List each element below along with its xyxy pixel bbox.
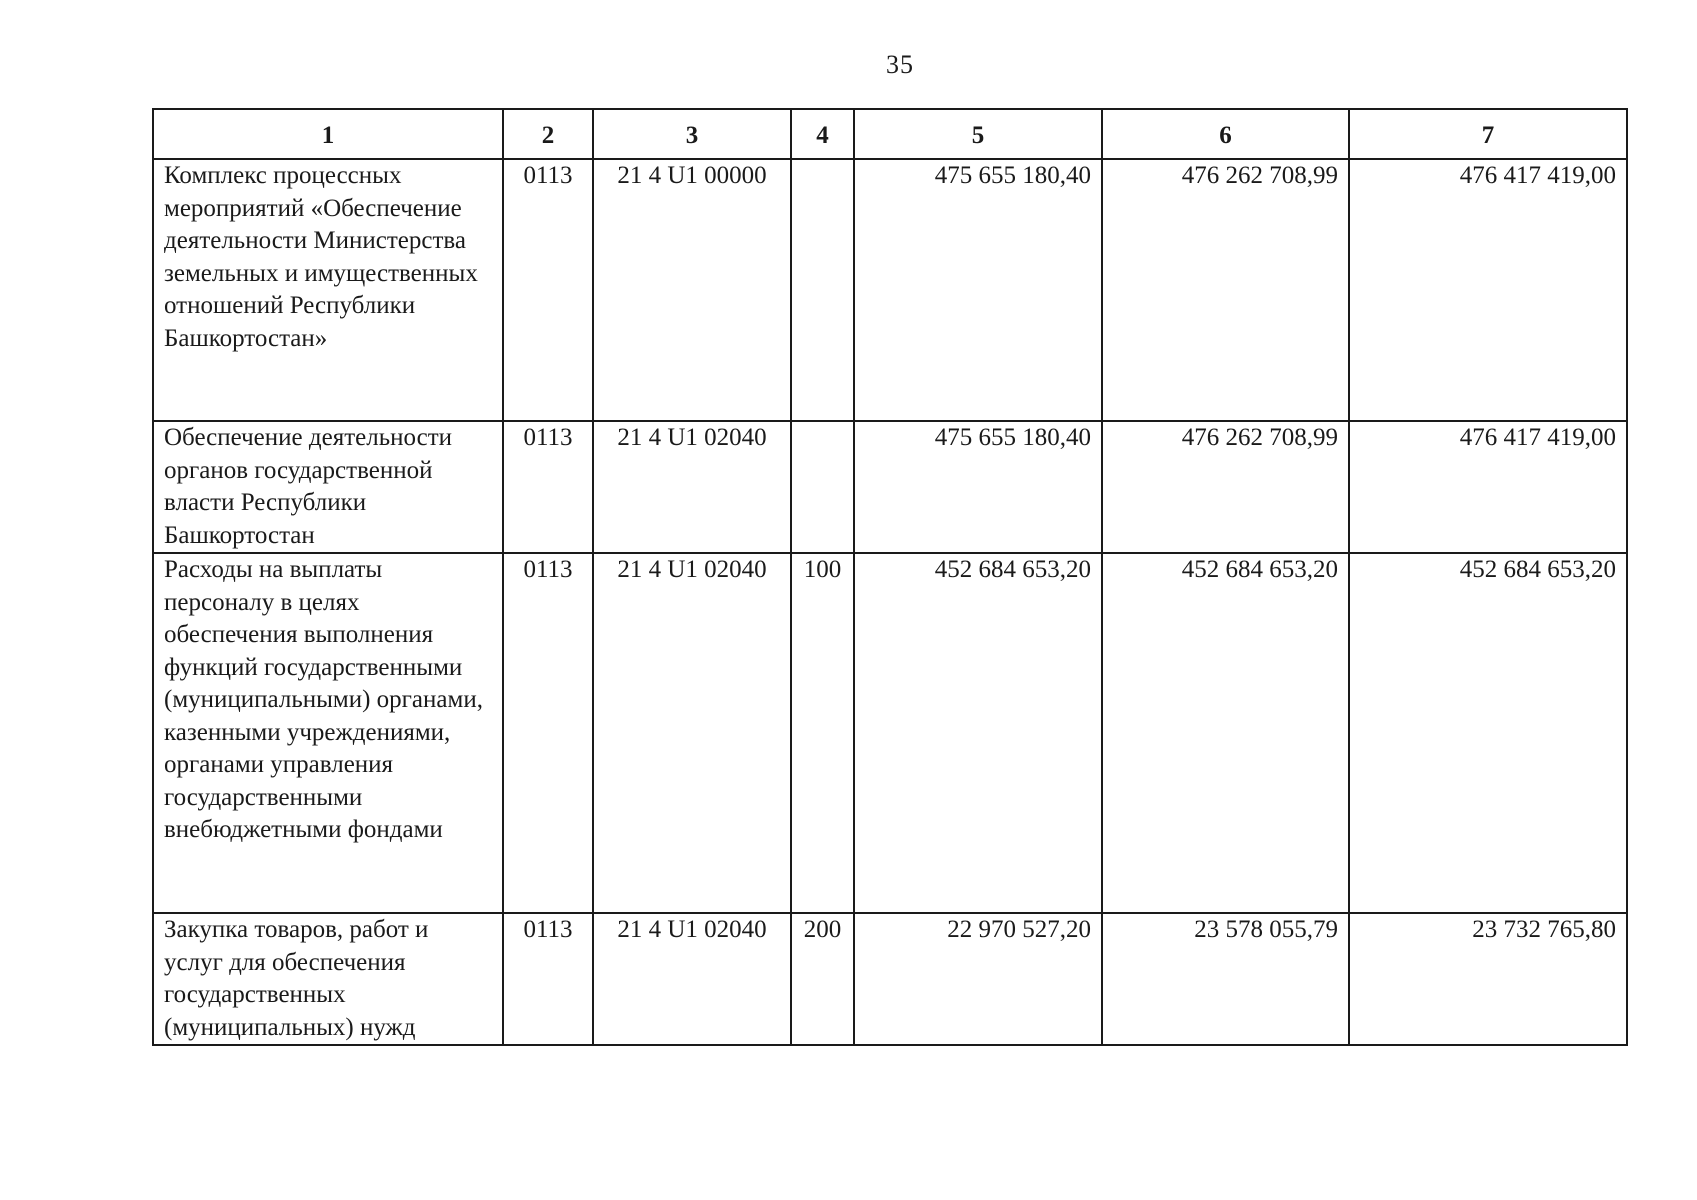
row-section: 0113 (503, 913, 593, 1045)
row-year1: 452 684 653,20 (854, 553, 1102, 913)
table-row (153, 159, 1627, 421)
header-col-6: 6 (1102, 109, 1349, 159)
budget-table (152, 108, 1628, 1046)
row-year1: 475 655 180,40 (854, 159, 1102, 421)
table-row (153, 553, 1627, 913)
row-name: Закупка товаров, работ и услуг для обеспечения государственных (муниципальных) нужд (153, 913, 503, 1045)
row-expense-type (791, 159, 854, 421)
row-year3: 452 684 653,20 (1349, 553, 1627, 913)
row-name: Обеспечение деятельности органов государственной власти Республики Башкортостан (153, 421, 503, 553)
header-col-3: 3 (593, 109, 791, 159)
header-row (153, 109, 1627, 159)
table-row (153, 421, 1627, 553)
row-section: 0113 (503, 159, 593, 421)
row-year2: 476 262 708,99 (1102, 421, 1349, 553)
header-col-2: 2 (503, 109, 593, 159)
row-target: 21 4 U1 02040 (593, 553, 791, 913)
row-target: 21 4 U1 02040 (593, 913, 791, 1045)
row-section: 0113 (503, 421, 593, 553)
row-year2: 23 578 055,79 (1102, 913, 1349, 1045)
budget-table-container (152, 108, 1626, 1046)
row-year2: 476 262 708,99 (1102, 159, 1349, 421)
header-col-4: 4 (791, 109, 854, 159)
page-number: 35 (886, 50, 914, 79)
row-year3: 476 417 419,00 (1349, 421, 1627, 553)
row-year1: 475 655 180,40 (854, 421, 1102, 553)
row-target: 21 4 U1 02040 (593, 421, 791, 553)
row-section: 0113 (503, 553, 593, 913)
header-col-5: 5 (854, 109, 1102, 159)
row-year2: 452 684 653,20 (1102, 553, 1349, 913)
row-expense-type: 100 (791, 553, 854, 913)
row-target: 21 4 U1 00000 (593, 159, 791, 421)
row-year3: 23 732 765,80 (1349, 913, 1627, 1045)
row-year1: 22 970 527,20 (854, 913, 1102, 1045)
row-expense-type: 200 (791, 913, 854, 1045)
table-row (153, 913, 1627, 1045)
row-name: Комплекс процессных мероприятий «Обеспечение деятельности Министерства земельных и имущественных отношений Республики Башкортостан» (153, 159, 503, 421)
header-col-7: 7 (1349, 109, 1627, 159)
row-expense-type (791, 421, 854, 553)
row-year3: 476 417 419,00 (1349, 159, 1627, 421)
header-col-1: 1 (153, 109, 503, 159)
row-name: Расходы на выплаты персоналу в целях обеспечения выполнения функций государственными (муниципальными) органами, казенными учреждениями, органами управления государственными внебюджетными фондами (153, 553, 503, 913)
